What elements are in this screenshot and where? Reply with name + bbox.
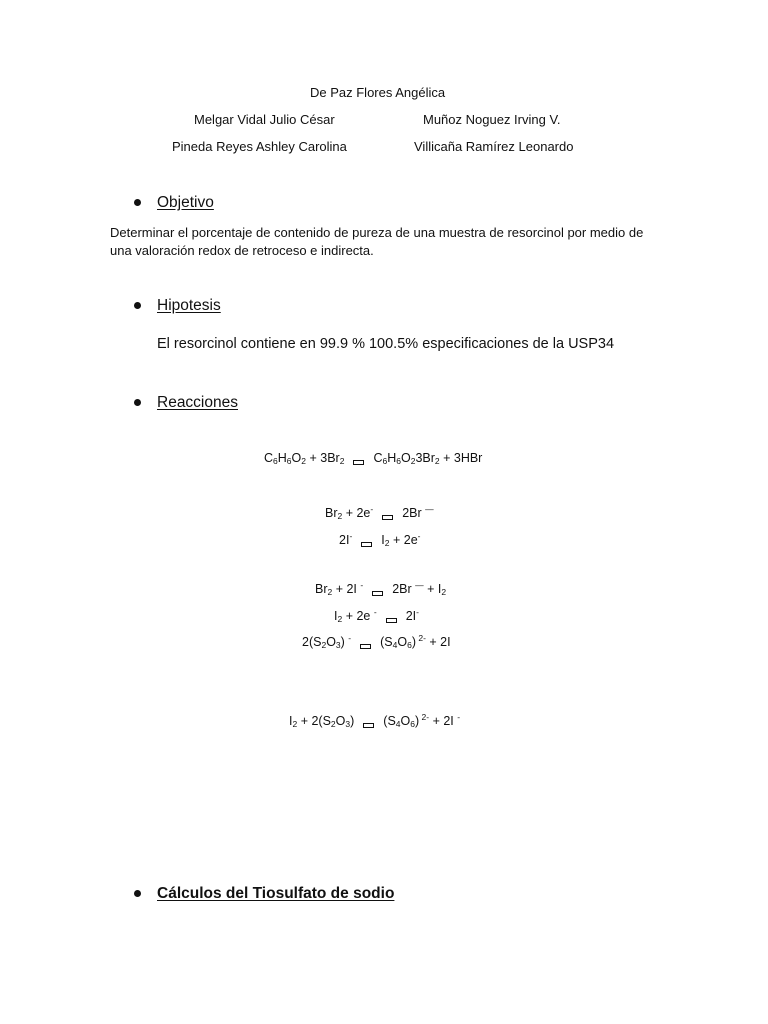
subscript: 4 <box>395 719 401 729</box>
subscript: 6 <box>407 640 412 650</box>
author-name: Pineda Reyes Ashley Carolina <box>172 139 347 154</box>
subscript: 2 <box>410 456 416 466</box>
subscript: 2 <box>292 719 298 729</box>
superscript: - <box>360 580 364 590</box>
objetivo-text: Determinar el porcentaje de contenido de pureza de una muestra de resorcinol por medio de una valoración redox de retroceso e indirecta. <box>110 225 644 258</box>
author-name: Melgar Vidal Julio César <box>194 112 335 127</box>
subscript: 6 <box>273 456 278 466</box>
superscript: - <box>457 712 461 722</box>
formula-text: C <box>373 451 383 465</box>
bullet-icon <box>134 199 141 206</box>
author-name: Muñoz Noguez Irving V. <box>423 112 561 127</box>
formula-text: Br <box>315 582 328 596</box>
subscript: 6 <box>286 456 292 466</box>
formula-text: + 2(S <box>297 714 331 728</box>
reaction-equation-2 <box>325 504 434 521</box>
subscript: 2 <box>301 456 306 466</box>
subscript: 2 <box>337 511 343 521</box>
formula-text: Br <box>325 506 338 520</box>
reaction-equation-1 <box>264 451 482 466</box>
formula-text: + 2e <box>389 533 418 547</box>
formula-text: O <box>326 635 336 649</box>
formula-text: (S <box>380 635 393 649</box>
formula-text: 2Br <box>402 506 426 520</box>
reaction-arrow-icon <box>372 591 383 596</box>
section-title-hipotesis: Hipotesis <box>157 297 221 314</box>
superscript: - <box>417 531 421 541</box>
subscript: 3 <box>345 719 351 729</box>
reaction-equation-7 <box>289 712 460 729</box>
reaction-equation-6 <box>302 633 451 650</box>
reaction-arrow-icon <box>360 644 371 649</box>
formula-text: + 2e <box>342 506 371 520</box>
reaction-equation-3 <box>339 531 421 548</box>
subscript: 6 <box>410 719 415 729</box>
formula-text: O <box>400 451 411 465</box>
formula-text: + I <box>423 582 442 596</box>
superscript: — <box>425 504 434 514</box>
subscript: 6 <box>382 456 388 466</box>
superscript: - <box>348 633 352 643</box>
formula-text: + 2I <box>425 635 451 649</box>
formula-text: C <box>264 451 274 465</box>
reaction-arrow-icon <box>361 542 372 547</box>
section-title-calculos: Cálculos del Tiosulfato de sodio <box>157 885 395 902</box>
formula-text: + 2I <box>429 714 458 728</box>
formula-text: 2I <box>405 609 417 623</box>
subscript: 3 <box>335 640 341 650</box>
reaction-arrow-icon <box>382 515 393 520</box>
formula-text: + 3Br <box>306 451 340 465</box>
hipotesis-text: El resorcinol contiene en 99.9 % 100.5% especificaciones de la USP34 <box>157 336 615 352</box>
bullet-icon <box>134 302 141 309</box>
formula-text: ) <box>411 635 417 649</box>
formula-text: H <box>277 451 287 465</box>
reaction-arrow-icon <box>363 723 374 728</box>
formula-text: 2(S <box>302 635 322 649</box>
reaction-arrow-icon <box>386 618 397 623</box>
formula-text: I <box>381 533 385 547</box>
superscript: - <box>416 607 419 617</box>
formula-text: ) <box>340 635 349 649</box>
subscript: 2 <box>384 538 390 548</box>
subscript: 2 <box>321 640 327 650</box>
subscript: 4 <box>392 640 398 650</box>
subscript: 2 <box>337 614 343 624</box>
formula-text: I <box>334 609 338 623</box>
subscript: 2 <box>434 456 440 466</box>
formula-text: (S <box>383 714 396 728</box>
superscript: - <box>349 531 353 541</box>
reaction-equation-4 <box>315 580 446 597</box>
subscript: 2 <box>339 456 345 466</box>
formula-text: O <box>400 714 411 728</box>
bullet-icon <box>134 890 141 897</box>
formula-text: 2Br <box>392 582 416 596</box>
bullet-icon <box>134 399 141 406</box>
formula-text: + 3HBr <box>439 451 483 465</box>
formula-text: + 2e <box>342 609 374 623</box>
superscript: - <box>370 504 374 514</box>
formula-text: H <box>387 451 397 465</box>
formula-text: 2I <box>339 533 350 547</box>
superscript: - <box>373 607 377 617</box>
subscript: 2 <box>330 719 336 729</box>
formula-text: O <box>397 635 408 649</box>
section-title-reacciones: Reacciones <box>157 394 238 411</box>
subscript: 2 <box>327 587 333 597</box>
author-name: De Paz Flores Angélica <box>310 85 446 100</box>
reaction-equation-5 <box>334 607 419 624</box>
formula-text: 3Br <box>415 451 435 465</box>
subscript: 6 <box>396 456 401 466</box>
reaction-arrow-icon <box>353 460 364 465</box>
subscript: 2 <box>441 587 447 597</box>
formula-text: ) <box>350 714 355 728</box>
superscript: — <box>415 580 424 590</box>
formula-text: ) <box>415 714 420 728</box>
formula-text: O <box>291 451 302 465</box>
formula-text: O <box>335 714 346 728</box>
author-name: Villicaña Ramírez Leonardo <box>414 139 574 154</box>
superscript: 2- <box>416 633 426 643</box>
section-title-objetivo: Objetivo <box>157 194 214 211</box>
formula-text: + 2I <box>332 582 361 596</box>
formula-text: I <box>289 714 293 728</box>
superscript: 2- <box>419 712 430 722</box>
